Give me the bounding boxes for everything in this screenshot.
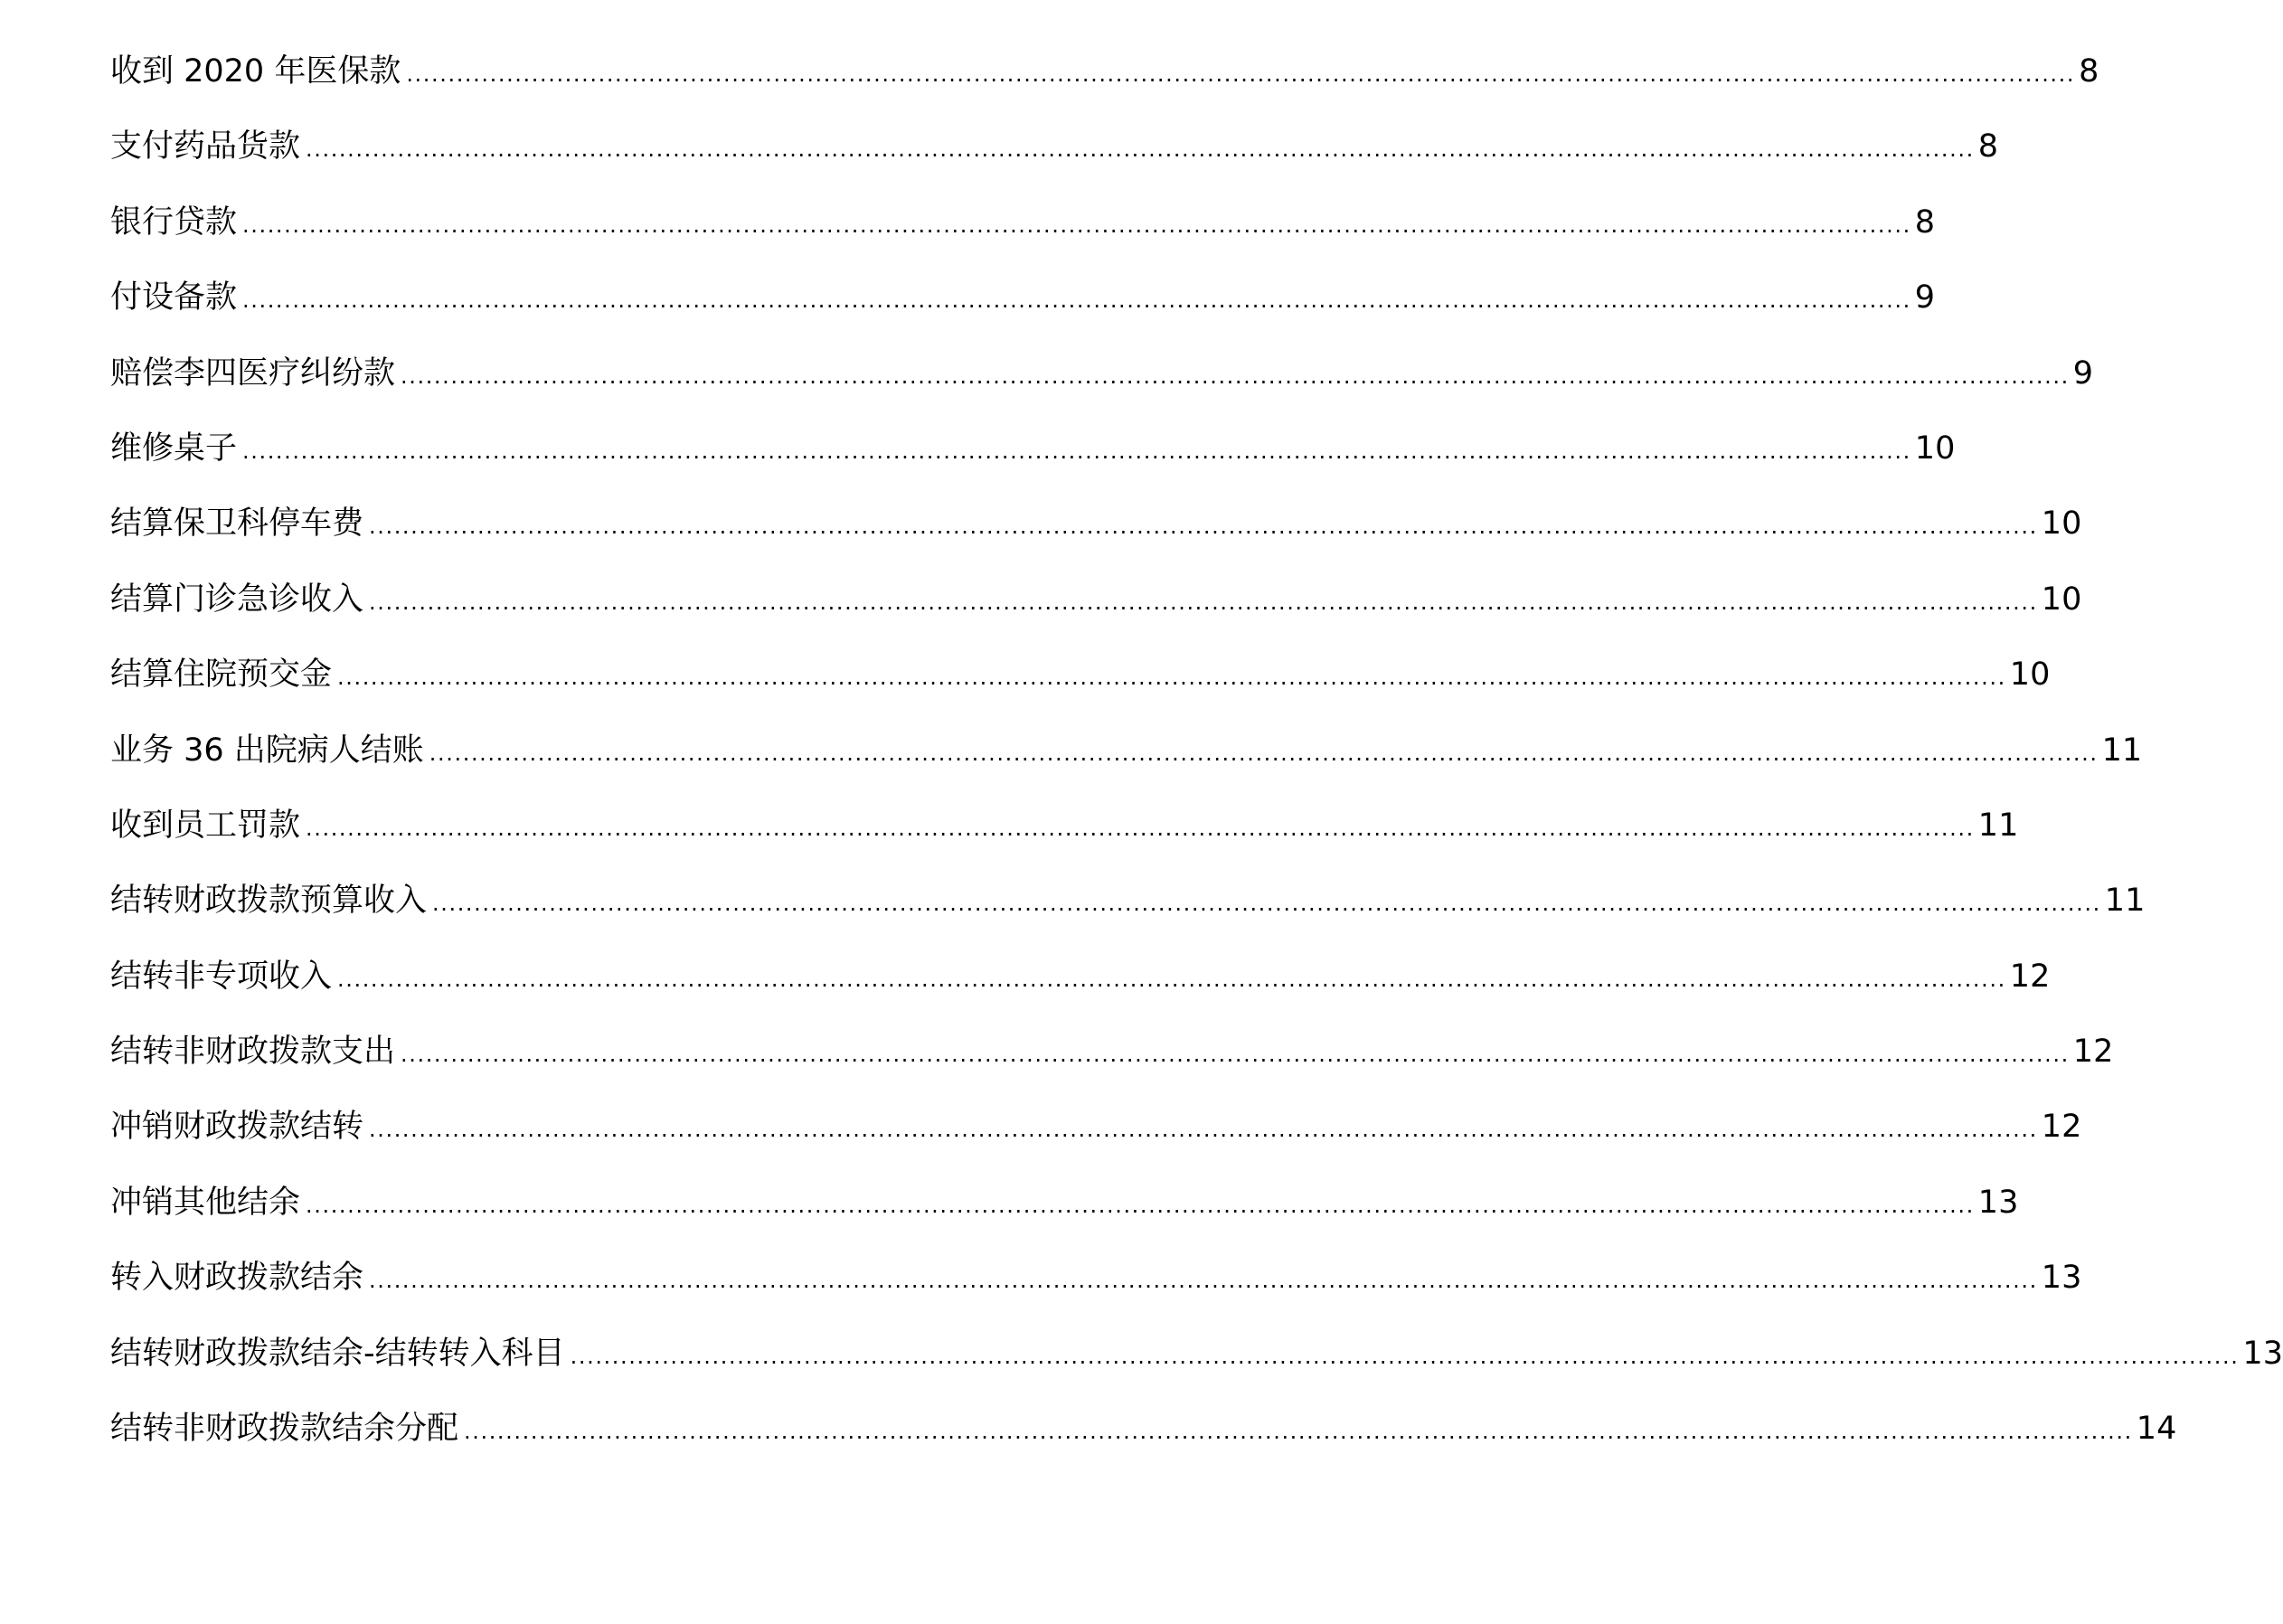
toc-dot-leader: ........................................................................................................................................................................................................ (337, 665, 2006, 691)
toc-entry-title: 收到员工罚款 (110, 807, 301, 844)
toc-entry-title: 冲销其他结余 (110, 1184, 301, 1221)
toc-dot-leader: ........................................................................................................................................................................................................ (432, 891, 2101, 917)
toc-entry-title: 结转财政拨款结余-结转转入科目 (110, 1335, 565, 1372)
toc-entry[interactable] (110, 336, 2094, 411)
toc-dot-leader: ........................................................................................................................................................................................................ (242, 288, 1911, 314)
toc-entry-page: 11 (2104, 883, 2146, 920)
toc-entry[interactable] (110, 939, 2051, 1015)
toc-entry-page: 11 (1977, 807, 2019, 844)
toc-entry-title: 收到 2020 年医保款 (110, 53, 401, 90)
toc-dot-leader: ........................................................................................................................................................................................................ (306, 1192, 1975, 1218)
toc-dot-leader: ........................................................................................................................................................................................................ (369, 1117, 2038, 1143)
toc-dot-leader: ........................................................................................................................................................................................................ (306, 137, 1975, 163)
toc-entry-title: 结算住院预交金 (110, 656, 333, 694)
toc-entry-page: 12 (2041, 1109, 2082, 1146)
toc-entry-page: 8 (1914, 203, 1936, 241)
toc-entry[interactable] (110, 109, 1999, 184)
toc-entry[interactable] (110, 260, 1936, 335)
toc-entry-page: 12 (2072, 1034, 2114, 1071)
toc-entry-title: 维修桌子 (110, 430, 238, 467)
toc-entry-title: 付设备款 (110, 279, 238, 316)
toc-entry[interactable] (110, 1015, 2114, 1090)
toc-entry-page: 10 (1914, 430, 1956, 467)
toc-entry[interactable] (110, 788, 2019, 864)
toc-entry-title: 冲销财政拨款结转 (110, 1109, 364, 1146)
toc-dot-leader: ........................................................................................................................................................................................................ (369, 1268, 2038, 1294)
toc-dot-leader: ........................................................................................................................................................................................................ (464, 1419, 2133, 1445)
toc-entry-page: 13 (1977, 1184, 2019, 1221)
toc-entry-page: 9 (1914, 279, 1936, 316)
toc-entry-title: 结算保卫科停车费 (110, 505, 364, 543)
toc-entry[interactable] (110, 1317, 2283, 1392)
toc-entry[interactable] (110, 185, 1936, 260)
toc-dot-leader: ........................................................................................................................................................................................................ (337, 966, 2006, 992)
toc-dot-leader: ........................................................................................................................................................................................................ (406, 61, 2076, 87)
toc-entry-title: 结转非财政拨款结余分配 (110, 1411, 459, 1448)
toc-entry-page: 10 (2041, 505, 2082, 543)
toc-dot-leader: ........................................................................................................................................................................................................ (242, 212, 1911, 238)
toc-entry-title: 结转财政拨款预算收入 (110, 883, 428, 920)
toc-dot-leader: ........................................................................................................................................................................................................ (242, 438, 1911, 464)
toc-entry-page: 13 (2041, 1260, 2082, 1297)
toc-entry-title: 结转非专项收入 (110, 958, 333, 995)
toc-dot-leader: ........................................................................................................................................................................................................ (306, 815, 1975, 841)
toc-entry-title: 转入财政拨款结余 (110, 1260, 364, 1297)
toc-entry-title: 业务 36 出院病人结账 (110, 732, 424, 769)
toc-entry-title: 赔偿李四医疗纠纷款 (110, 354, 396, 392)
toc-entry[interactable] (110, 411, 1956, 486)
toc-entry-page: 9 (2072, 354, 2094, 392)
toc-entry[interactable] (110, 34, 2099, 109)
toc-entry[interactable] (110, 1241, 2082, 1316)
toc-entry-title: 银行贷款 (110, 203, 238, 241)
toc-entry-title: 结算门诊急诊收入 (110, 581, 364, 618)
toc-entry-page: 8 (2079, 53, 2099, 90)
toc-entry[interactable] (110, 1392, 2177, 1467)
toc-entry-page: 14 (2136, 1411, 2177, 1448)
toc-entry-page: 8 (1977, 128, 1999, 165)
toc-dot-leader: ........................................................................................................................................................................................................ (401, 363, 2070, 389)
toc-entry-title: 结转非财政拨款支出 (110, 1034, 396, 1071)
toc-entry[interactable] (110, 562, 2082, 637)
toc-entry-page: 13 (2242, 1335, 2283, 1372)
toc-dot-leader: ........................................................................................................................................................................................................ (369, 589, 2038, 615)
toc-dot-leader: ........................................................................................................................................................................................................ (570, 1343, 2240, 1369)
toc-dot-leader: ........................................................................................................................................................................................................ (369, 514, 2038, 540)
toc-dot-leader: ........................................................................................................................................................................................................ (401, 1042, 2070, 1068)
toc-entry-title: 支付药品货款 (110, 128, 301, 165)
toc-entry[interactable] (110, 713, 2143, 788)
toc-entry[interactable] (110, 864, 2146, 939)
toc-entry-page: 12 (2009, 958, 2051, 995)
toc-entry-page: 10 (2009, 656, 2051, 694)
toc-entry-page: 10 (2041, 581, 2082, 618)
toc-dot-leader: ........................................................................................................................................................................................................ (429, 740, 2099, 766)
toc-entry[interactable] (110, 486, 2082, 562)
toc-entry-page: 11 (2101, 732, 2143, 769)
table-of-contents (110, 34, 2283, 1467)
toc-entry[interactable] (110, 1166, 2019, 1241)
toc-entry[interactable] (110, 1090, 2082, 1165)
toc-entry[interactable] (110, 637, 2051, 713)
